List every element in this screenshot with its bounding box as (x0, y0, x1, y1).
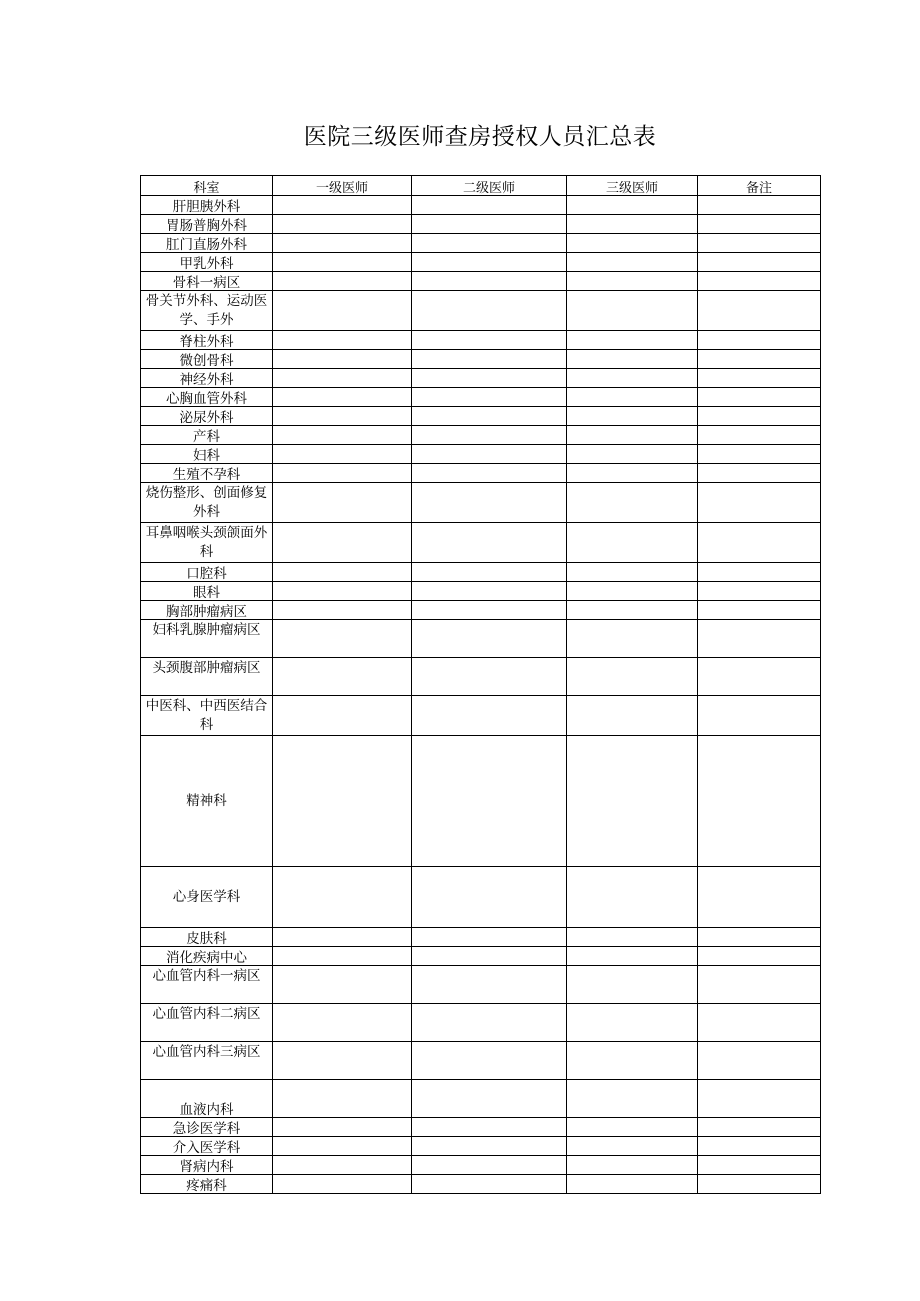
remarks-cell (698, 1118, 821, 1137)
level1-physician-cell (273, 215, 412, 234)
table-row (141, 1042, 821, 1080)
level2-physician-cell (412, 234, 567, 253)
department-cell: 甲乳外科 (141, 253, 273, 272)
level2-physician-cell (412, 1080, 567, 1118)
department-cell: 肝胆胰外科 (141, 196, 273, 215)
table-row (141, 350, 821, 369)
department-cell: 妇科 (141, 445, 273, 464)
table-row (141, 1004, 821, 1042)
remarks-cell (698, 196, 821, 215)
level1-physician-cell (273, 445, 412, 464)
table-row (141, 658, 821, 696)
level1-physician-cell (273, 867, 412, 928)
remarks-cell (698, 947, 821, 966)
header-remarks: 备注 (698, 176, 821, 196)
level3-physician-cell (567, 426, 698, 445)
remarks-cell (698, 966, 821, 1004)
level2-physician-cell (412, 215, 567, 234)
level1-physician-cell (273, 620, 412, 658)
table-row (141, 620, 821, 658)
table-row (141, 291, 821, 331)
level2-physician-cell (412, 867, 567, 928)
level1-physician-cell (273, 369, 412, 388)
department-cell: 心胸血管外科 (141, 388, 273, 407)
remarks-cell (698, 331, 821, 350)
level2-physician-cell (412, 464, 567, 483)
level3-physician-cell (567, 253, 698, 272)
level1-physician-cell (273, 1042, 412, 1080)
table-row (141, 563, 821, 582)
level3-physician-cell (567, 215, 698, 234)
department-cell: 产科 (141, 426, 273, 445)
remarks-cell (698, 1080, 821, 1118)
level3-physician-cell (567, 291, 698, 331)
department-cell: 心身医学科 (141, 867, 273, 928)
remarks-cell (698, 445, 821, 464)
department-cell: 中医科、中西医结合科 (141, 696, 273, 736)
department-cell: 消化疾病中心 (141, 947, 273, 966)
level3-physician-cell (567, 1042, 698, 1080)
header-row (141, 176, 821, 196)
header-level1-physician: 一级医师 (273, 176, 412, 196)
remarks-cell (698, 523, 821, 563)
department-cell: 生殖不孕科 (141, 464, 273, 483)
level1-physician-cell (273, 388, 412, 407)
table-row (141, 523, 821, 563)
remarks-cell (698, 1156, 821, 1175)
table-row (141, 1118, 821, 1137)
table-row (141, 234, 821, 253)
level3-physician-cell (567, 272, 698, 291)
level3-physician-cell (567, 947, 698, 966)
level3-physician-cell (567, 867, 698, 928)
table-row (141, 736, 821, 867)
level2-physician-cell (412, 350, 567, 369)
department-cell: 疼痛科 (141, 1175, 273, 1194)
remarks-cell (698, 696, 821, 736)
table-row (141, 388, 821, 407)
level3-physician-cell (567, 966, 698, 1004)
level2-physician-cell (412, 253, 567, 272)
header-level2-physician: 二级医师 (412, 176, 567, 196)
level2-physician-cell (412, 331, 567, 350)
level1-physician-cell (273, 523, 412, 563)
table-row (141, 1080, 821, 1118)
table-row (141, 445, 821, 464)
table-row (141, 196, 821, 215)
level3-physician-cell (567, 523, 698, 563)
level3-physician-cell (567, 196, 698, 215)
department-cell: 心血管内科二病区 (141, 1004, 273, 1042)
table-row (141, 696, 821, 736)
level2-physician-cell (412, 696, 567, 736)
level1-physician-cell (273, 1118, 412, 1137)
level1-physician-cell (273, 1156, 412, 1175)
level1-physician-cell (273, 966, 412, 1004)
page-title: 医院三级医师查房授权人员汇总表 (303, 124, 657, 150)
remarks-cell (698, 350, 821, 369)
level2-physician-cell (412, 1042, 567, 1080)
level2-physician-cell (412, 966, 567, 1004)
level3-physician-cell (567, 1156, 698, 1175)
level2-physician-cell (412, 196, 567, 215)
table-row (141, 215, 821, 234)
level1-physician-cell (273, 407, 412, 426)
level3-physician-cell (567, 1175, 698, 1194)
remarks-cell (698, 234, 821, 253)
level1-physician-cell (273, 601, 412, 620)
remarks-cell (698, 253, 821, 272)
level3-physician-cell (567, 736, 698, 867)
level3-physician-cell (567, 1004, 698, 1042)
level2-physician-cell (412, 1118, 567, 1137)
table-row (141, 928, 821, 947)
department-cell: 骨关节外科、运动医学、手外 (141, 291, 273, 331)
level2-physician-cell (412, 928, 567, 947)
table-row (141, 483, 821, 523)
department-cell: 急诊医学科 (141, 1118, 273, 1137)
department-cell: 皮肤科 (141, 928, 273, 947)
table-row (141, 464, 821, 483)
level3-physician-cell (567, 582, 698, 601)
level1-physician-cell (273, 253, 412, 272)
department-cell: 口腔科 (141, 563, 273, 582)
remarks-cell (698, 601, 821, 620)
remarks-cell (698, 1137, 821, 1156)
header-department: 科室 (141, 176, 273, 196)
level3-physician-cell (567, 928, 698, 947)
department-cell: 血液内科 (141, 1080, 273, 1118)
table-row (141, 331, 821, 350)
level2-physician-cell (412, 523, 567, 563)
table-row (141, 272, 821, 291)
level2-physician-cell (412, 483, 567, 523)
level1-physician-cell (273, 196, 412, 215)
level1-physician-cell (273, 426, 412, 445)
level1-physician-cell (273, 272, 412, 291)
remarks-cell (698, 407, 821, 426)
department-cell: 耳鼻咽喉头颈颌面外科 (141, 523, 273, 563)
level2-physician-cell (412, 736, 567, 867)
level1-physician-cell (273, 464, 412, 483)
level3-physician-cell (567, 388, 698, 407)
level1-physician-cell (273, 350, 412, 369)
level3-physician-cell (567, 331, 698, 350)
level1-physician-cell (273, 1004, 412, 1042)
level1-physician-cell (273, 291, 412, 331)
level2-physician-cell (412, 947, 567, 966)
level2-physician-cell (412, 426, 567, 445)
level2-physician-cell (412, 563, 567, 582)
remarks-cell (698, 369, 821, 388)
authorization-table (140, 175, 821, 1194)
level2-physician-cell (412, 601, 567, 620)
level3-physician-cell (567, 601, 698, 620)
level3-physician-cell (567, 1080, 698, 1118)
department-cell: 烧伤整形、创面修复外科 (141, 483, 273, 523)
remarks-cell (698, 1004, 821, 1042)
level2-physician-cell (412, 1137, 567, 1156)
level3-physician-cell (567, 1137, 698, 1156)
level3-physician-cell (567, 620, 698, 658)
table-row (141, 601, 821, 620)
department-cell: 心血管内科一病区 (141, 966, 273, 1004)
department-cell: 心血管内科三病区 (141, 1042, 273, 1080)
department-cell: 头颈腹部肿瘤病区 (141, 658, 273, 696)
level3-physician-cell (567, 483, 698, 523)
level2-physician-cell (412, 1175, 567, 1194)
level3-physician-cell (567, 350, 698, 369)
level1-physician-cell (273, 582, 412, 601)
level2-physician-cell (412, 620, 567, 658)
department-cell: 妇科乳腺肿瘤病区 (141, 620, 273, 658)
level2-physician-cell (412, 407, 567, 426)
level3-physician-cell (567, 1118, 698, 1137)
level1-physician-cell (273, 658, 412, 696)
level1-physician-cell (273, 1137, 412, 1156)
remarks-cell (698, 563, 821, 582)
level2-physician-cell (412, 658, 567, 696)
level3-physician-cell (567, 369, 698, 388)
remarks-cell (698, 426, 821, 445)
remarks-cell (698, 215, 821, 234)
remarks-cell (698, 867, 821, 928)
table-row (141, 1137, 821, 1156)
department-cell: 泌尿外科 (141, 407, 273, 426)
level1-physician-cell (273, 1175, 412, 1194)
table-row (141, 426, 821, 445)
remarks-cell (698, 272, 821, 291)
level1-physician-cell (273, 331, 412, 350)
table-row (141, 1156, 821, 1175)
level2-physician-cell (412, 582, 567, 601)
department-cell: 脊柱外科 (141, 331, 273, 350)
remarks-cell (698, 736, 821, 867)
level1-physician-cell (273, 1080, 412, 1118)
department-cell: 胃肠普胸外科 (141, 215, 273, 234)
department-cell: 眼科 (141, 582, 273, 601)
remarks-cell (698, 582, 821, 601)
table-row (141, 582, 821, 601)
level2-physician-cell (412, 272, 567, 291)
department-cell: 精神科 (141, 736, 273, 867)
table-row (141, 407, 821, 426)
remarks-cell (698, 291, 821, 331)
department-cell: 微创骨科 (141, 350, 273, 369)
table-row (141, 947, 821, 966)
level2-physician-cell (412, 445, 567, 464)
level1-physician-cell (273, 483, 412, 523)
remarks-cell (698, 928, 821, 947)
table-row (141, 966, 821, 1004)
department-cell: 神经外科 (141, 369, 273, 388)
remarks-cell (698, 464, 821, 483)
level3-physician-cell (567, 563, 698, 582)
level2-physician-cell (412, 1156, 567, 1175)
level3-physician-cell (567, 696, 698, 736)
remarks-cell (698, 1042, 821, 1080)
table-row (141, 253, 821, 272)
remarks-cell (698, 1175, 821, 1194)
level2-physician-cell (412, 369, 567, 388)
department-cell: 骨科一病区 (141, 272, 273, 291)
remarks-cell (698, 658, 821, 696)
level1-physician-cell (273, 736, 412, 867)
remarks-cell (698, 483, 821, 523)
level3-physician-cell (567, 445, 698, 464)
department-cell: 肾病内科 (141, 1156, 273, 1175)
table-row (141, 867, 821, 928)
department-cell: 介入医学科 (141, 1137, 273, 1156)
header-level3-physician: 三级医师 (567, 176, 698, 196)
level1-physician-cell (273, 928, 412, 947)
level1-physician-cell (273, 234, 412, 253)
level2-physician-cell (412, 388, 567, 407)
level3-physician-cell (567, 464, 698, 483)
remarks-cell (698, 388, 821, 407)
level1-physician-cell (273, 563, 412, 582)
level2-physician-cell (412, 291, 567, 331)
remarks-cell (698, 620, 821, 658)
level3-physician-cell (567, 407, 698, 426)
table-row (141, 1175, 821, 1194)
level2-physician-cell (412, 1004, 567, 1042)
level1-physician-cell (273, 947, 412, 966)
level1-physician-cell (273, 696, 412, 736)
department-cell: 胸部肿瘤病区 (141, 601, 273, 620)
level3-physician-cell (567, 658, 698, 696)
level3-physician-cell (567, 234, 698, 253)
department-cell: 肛门直肠外科 (141, 234, 273, 253)
table-row (141, 369, 821, 388)
